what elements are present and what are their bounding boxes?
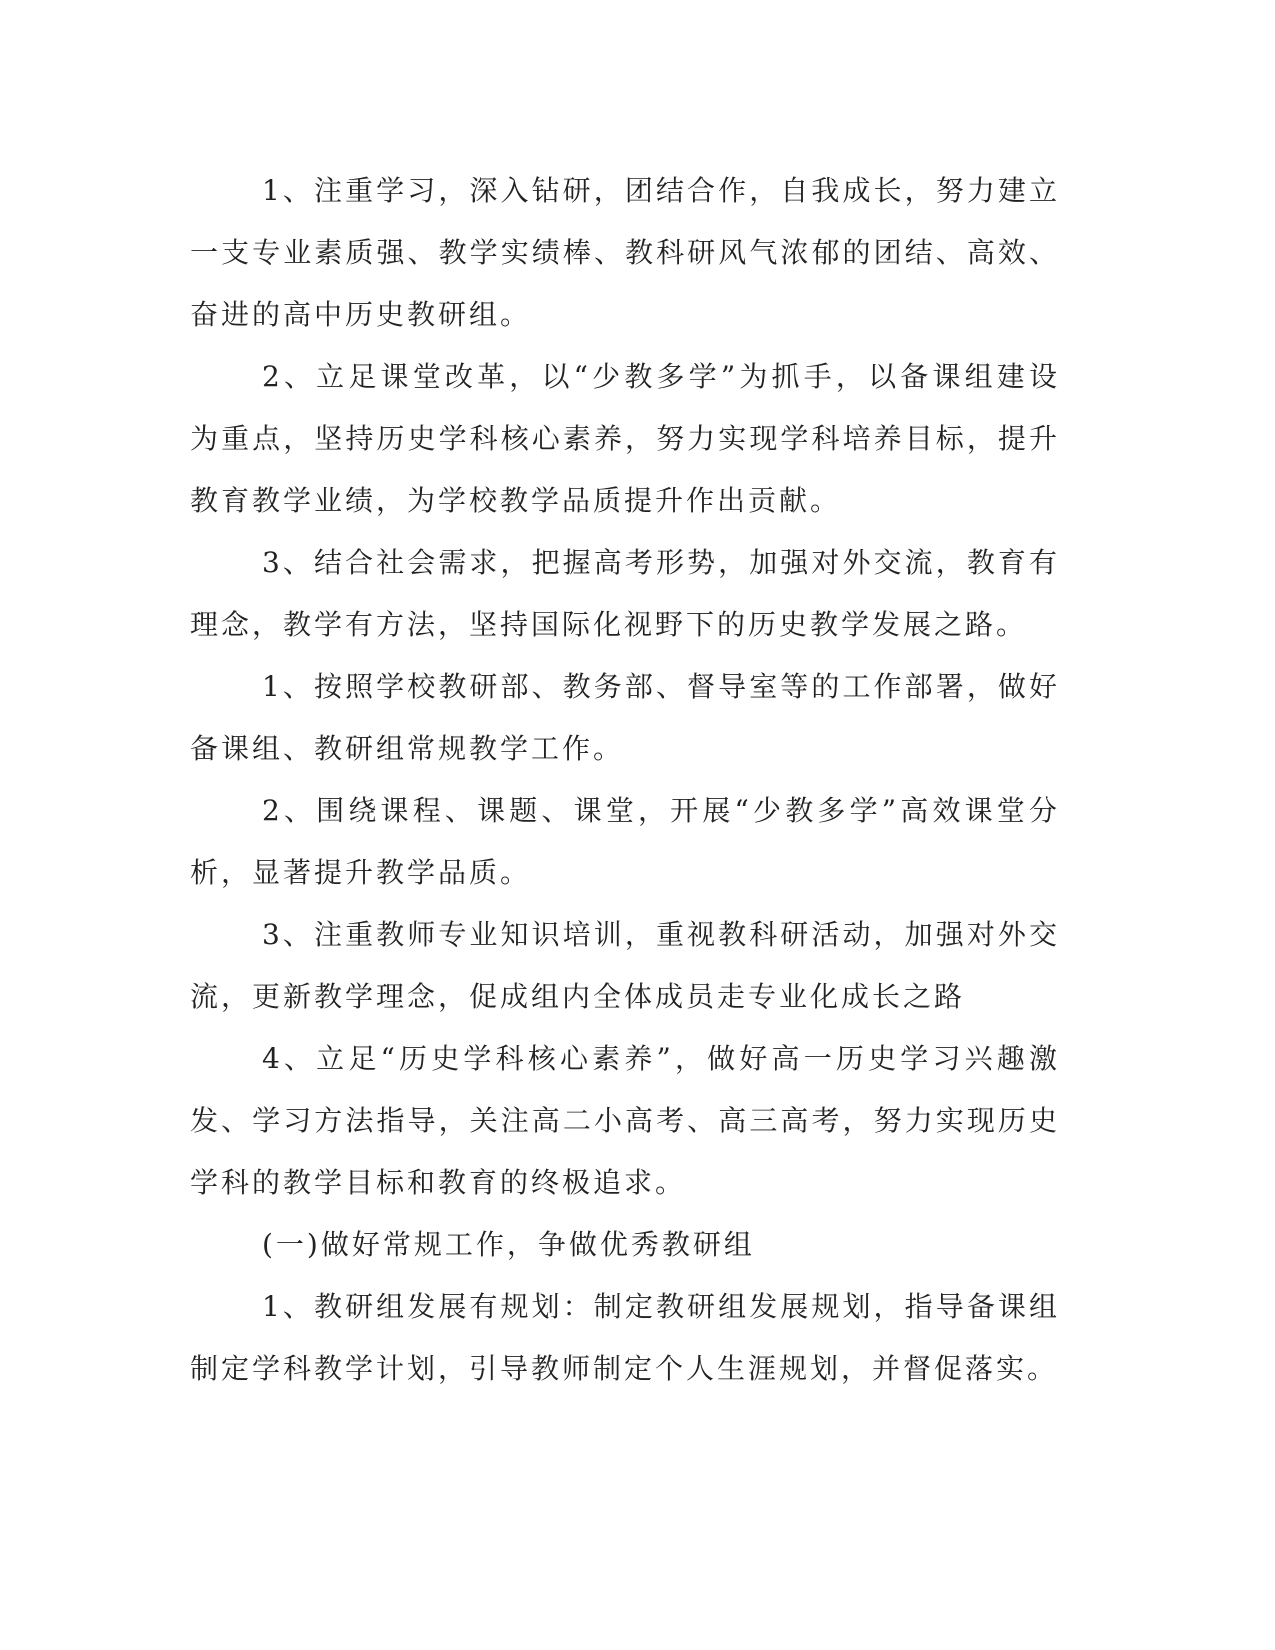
paragraph-measure-1: 1、教研组发展有规划：制定教研组发展规划，指导备课组制定学科教学计划，引导教师制定个人生涯规划，并督促落实。 <box>190 1290 1060 1385</box>
paragraph-goal-2: 2、立足课堂改革，以“少教多学”为抓手，以备课组建设为重点，坚持历史学科核心素养，努力实现学科培养目标，提升教育教学业绩，为学校教学品质提升作出贡献。 <box>190 360 1060 517</box>
paragraph-task-4: 4、立足“历史学科核心素养”，做好高一历史学习兴趣激发、学习方法指导，关注高二小高考、高三高考，努力实现历史学科的教学目标和教育的终极追求。 <box>190 1042 1060 1199</box>
paragraph-task-3: 3、注重教师专业知识培训，重视教科研活动，加强对外交流，更新教学理念，促成组内全体成员走专业化成长之路 <box>190 918 1060 1013</box>
document-body <box>190 160 1060 1400</box>
paragraph-task-1: 1、按照学校教研部、教务部、督导室等的工作部署，做好备课组、教研组常规教学工作。 <box>190 670 1060 765</box>
paragraph-goal-1: 1、注重学习，深入钻研，团结合作，自我成长，努力建立一支专业素质强、教学实绩棒、教科研风气浓郁的团结、高效、奋进的高中历史教研组。 <box>190 174 1060 331</box>
section-heading: (一)做好常规工作，争做优秀教研组 <box>262 1228 755 1261</box>
paragraph-task-2: 2、围绕课程、课题、课堂，开展“少教多学”高效课堂分析，显著提升教学品质。 <box>190 794 1060 889</box>
paragraph-goal-3: 3、结合社会需求，把握高考形势，加强对外交流，教育有理念，教学有方法，坚持国际化视野下的历史教学发展之路。 <box>190 546 1060 641</box>
